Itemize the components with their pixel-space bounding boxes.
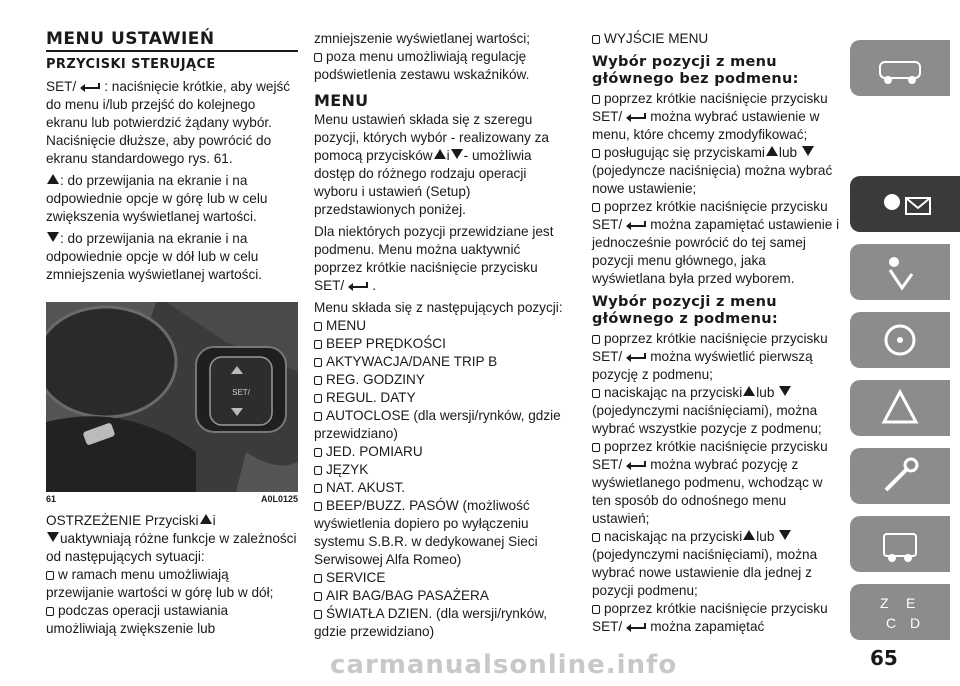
- return-arrow-icon: [625, 220, 647, 231]
- list-item: WYJŚCIE MENU: [592, 30, 842, 48]
- bullet-icon: [46, 607, 54, 616]
- list-item: REGUL. DATY: [314, 389, 569, 407]
- list-item: w ramach menu umożliwiają przewijanie wartości w górę lub w dół;: [46, 567, 274, 600]
- chapter-tabs: [850, 40, 960, 650]
- bullet-icon: [592, 443, 600, 452]
- svg-text:D: D: [910, 615, 921, 631]
- figure-code: A0L0125: [260, 494, 298, 504]
- set-button-label: SET/: [232, 388, 250, 397]
- down-arrow-icon: [802, 146, 814, 156]
- menu-items-list: [314, 317, 569, 641]
- bullet-icon: [592, 35, 600, 44]
- specs-icon: [850, 516, 950, 572]
- list-item: JED. POMIARU: [314, 443, 569, 461]
- svg-text:C: C: [886, 615, 897, 631]
- list-item: REG. GODZINY: [314, 371, 569, 389]
- menu-paragraph-2: Dla niektórych pozycji przewidziane jest podmenu. Menu można uaktywnić poprzez krótkie naciśnięcie przycisku SET/ .: [314, 224, 554, 293]
- list-item: NAT. AKUST.: [314, 479, 569, 497]
- up-arrow-icon: [47, 174, 59, 184]
- list-item: MENU: [314, 317, 569, 335]
- list-item: BEEP/BUZZ. PASÓW (możliwość wyświetlenia dopiero po wyłączeniu systemu S.B.R. w dedykowanej Sieci Serwisowej Alfa Romeo): [314, 498, 538, 567]
- list-item: posługując się przyciskami lub (pojedyncze naciśnięcia) można wybrać nowe ustawienie;: [592, 145, 833, 196]
- tab-steering[interactable]: [850, 312, 950, 368]
- svg-text:E: E: [906, 595, 916, 611]
- middle-column: [314, 30, 569, 641]
- tab-warning[interactable]: [850, 380, 950, 436]
- bullet-icon: [314, 610, 322, 619]
- down-arrow-icon: [779, 530, 791, 540]
- list-item: ŚWIATŁA DZIEN. (dla wersji/rynków, gdzie przewidziano): [314, 606, 548, 639]
- list-item: naciskając na przyciski lub (pojedynczymi naciśnięciami), można wybrać nowe ustawienie dla jednej z pozycji podmenu;: [592, 529, 818, 598]
- list-item: poprzez krótkie naciśnięcie przycisku SET/ można wybrać ustawienie w menu, które chcemy zmodyfikować;: [592, 91, 828, 142]
- bullet-icon: [592, 149, 600, 158]
- bullet-icon: [592, 389, 600, 398]
- bullet-icon: [314, 394, 322, 403]
- tab-specs[interactable]: [850, 516, 950, 572]
- dashboard-lights-icon: [850, 176, 960, 232]
- up-description: : do przewijania na ekranie i na odpowiednie opcje w górę lub w celu zwiększenia wyświetlanej wartości.: [46, 173, 268, 224]
- return-arrow-icon: [625, 460, 647, 471]
- list-item: JĘZYK: [314, 461, 569, 479]
- bullet-icon: [314, 448, 322, 457]
- down-description: : do przewijania na ekranie i na odpowiednie opcje w dół lub w celu zmniejszenia wyświetlanej wartości.: [46, 231, 263, 282]
- bullet-icon: [46, 571, 54, 580]
- return-arrow-icon: [625, 112, 647, 123]
- list-item: AUTOCLOSE (dla wersji/rynków, gdzie przewidziano): [314, 408, 561, 441]
- tab-dashboard-lights[interactable]: [850, 176, 960, 232]
- list-item: AKTYWACJA/DANE TRIP B: [314, 353, 569, 371]
- dashboard-illustration: [46, 302, 298, 492]
- up-arrow-icon: [200, 514, 212, 524]
- down-arrow-icon: [47, 232, 59, 242]
- svg-text:Z: Z: [880, 595, 889, 611]
- left-column: [46, 30, 298, 288]
- down-arrow-icon: [451, 149, 463, 159]
- subsection-title: Wybór pozycji z menu głównego bez podmenu:: [592, 54, 799, 87]
- bullet-icon: [592, 335, 600, 344]
- bullet-icon: [314, 53, 322, 62]
- menu-paragraph-3: Menu składa się z następujących pozycji:: [314, 300, 563, 315]
- list-item: podczas operacji ustawiania umożliwiają zwiększenie lub: [46, 603, 229, 636]
- figure-61-controls-photo: [46, 302, 298, 492]
- bullet-icon: [314, 412, 322, 421]
- index-icon: [850, 584, 950, 640]
- airbag-icon: [850, 244, 950, 300]
- up-arrow-icon: [743, 386, 755, 396]
- menu-paragraph-1: Menu ustawień składa się z szeregu pozycji, których wybór - realizowany za pomocą przycisków i - umożliwia dostęp do różnego rodzaju operacji wyboru i ustawień (Setup) przedstawionych poniżej.: [314, 112, 549, 217]
- list-item: poprzez krótkie naciśnięcie przycisku SET/ można wybrać pozycję z wyświetlanego podmenu, wchodząc w ten sposób do odnośnego menu ustawień;: [592, 439, 828, 526]
- down-arrow-icon: [779, 386, 791, 396]
- bullet-icon: [592, 203, 600, 212]
- list-item: SERVICE: [314, 569, 569, 587]
- bullet-icon: [314, 592, 322, 601]
- warning-block: [46, 512, 298, 638]
- list-item: poprzez krótkie naciśnięcie przycisku SET/ można zapamiętać: [592, 601, 828, 634]
- return-arrow-icon: [79, 82, 101, 93]
- wrench-icon: [850, 448, 950, 504]
- bullet-icon: [314, 340, 322, 349]
- list-item: AIR BAG/BAG PASAŻERA: [314, 587, 569, 605]
- tab-car-alert[interactable]: [850, 40, 950, 96]
- return-arrow-icon: [347, 281, 369, 292]
- bullet-icon: [592, 605, 600, 614]
- bullet-icon: [314, 358, 322, 367]
- bullet-icon: [592, 95, 600, 104]
- bullet-icon: [592, 533, 600, 542]
- bullet-icon: [314, 574, 322, 583]
- figure-caption: [46, 494, 298, 504]
- return-arrow-icon: [625, 622, 647, 633]
- bullet-icon: [314, 484, 322, 493]
- list-item: poprzez krótkie naciśnięcie przycisku SET/ można zapamiętać ustawienie i jednocześnie powrócić do tej samej pozycji menu głównego, jaka wyświetlana była przed wyborem.: [592, 199, 840, 286]
- set-description: SET/ : naciśnięcie krótkie, aby wejść do menu i/lub przejść do kolejnego ekranu lub potwierdzić żądany wybór. Naciśnięcie dłuższe, aby powrócić do ekranu standardowego rys. 61.: [46, 79, 291, 166]
- car-alert-icon: [850, 40, 950, 96]
- tab-index[interactable]: [850, 584, 950, 640]
- figure-number: 61: [46, 494, 57, 504]
- page-title: MENU USTAWIEŃ: [46, 30, 298, 52]
- subsection-title: Wybór pozycji z menu głównego z podmenu:: [592, 294, 778, 327]
- list-item: naciskając na przyciski lub (pojedynczymi naciśnięciami), można wybrać wszystkie pozycje z podmenu;: [592, 385, 822, 436]
- menu-heading: MENU: [314, 91, 369, 110]
- watermark: carmanualsonline.info: [330, 650, 678, 680]
- tab-service[interactable]: [850, 448, 950, 504]
- list-item: poza menu umożliwiają regulację podświetlenia zestawu wskaźników.: [314, 49, 530, 82]
- steering-wheel-icon: [850, 312, 950, 368]
- down-arrow-icon: [47, 532, 59, 542]
- warning-intro: OSTRZEŻENIE Przyciski i uaktywniają różne funkcje w zależności od następujących sytuacji:: [46, 513, 297, 564]
- up-arrow-icon: [434, 149, 446, 159]
- return-arrow-icon: [625, 352, 647, 363]
- bullet-icon: [314, 376, 322, 385]
- list-item: poprzez krótkie naciśnięcie przycisku SET/ można wyświetlić pierwszą pozycję z podmenu;: [592, 331, 828, 382]
- bullet-icon: [314, 466, 322, 475]
- bullet-icon: [314, 502, 322, 511]
- warning-icon: [850, 380, 950, 436]
- up-arrow-icon: [743, 530, 755, 540]
- tab-airbag[interactable]: [850, 244, 950, 300]
- continued-text: zmniejszenie wyświetlanej wartości;: [314, 31, 531, 46]
- section-title: PRZYCISKI STERUJĄCE: [46, 57, 216, 72]
- bullet-icon: [314, 322, 322, 331]
- right-column: [592, 30, 842, 636]
- up-arrow-icon: [766, 146, 778, 156]
- page-number: 65: [870, 646, 898, 670]
- list-item: BEEP PRĘDKOŚCI: [314, 335, 569, 353]
